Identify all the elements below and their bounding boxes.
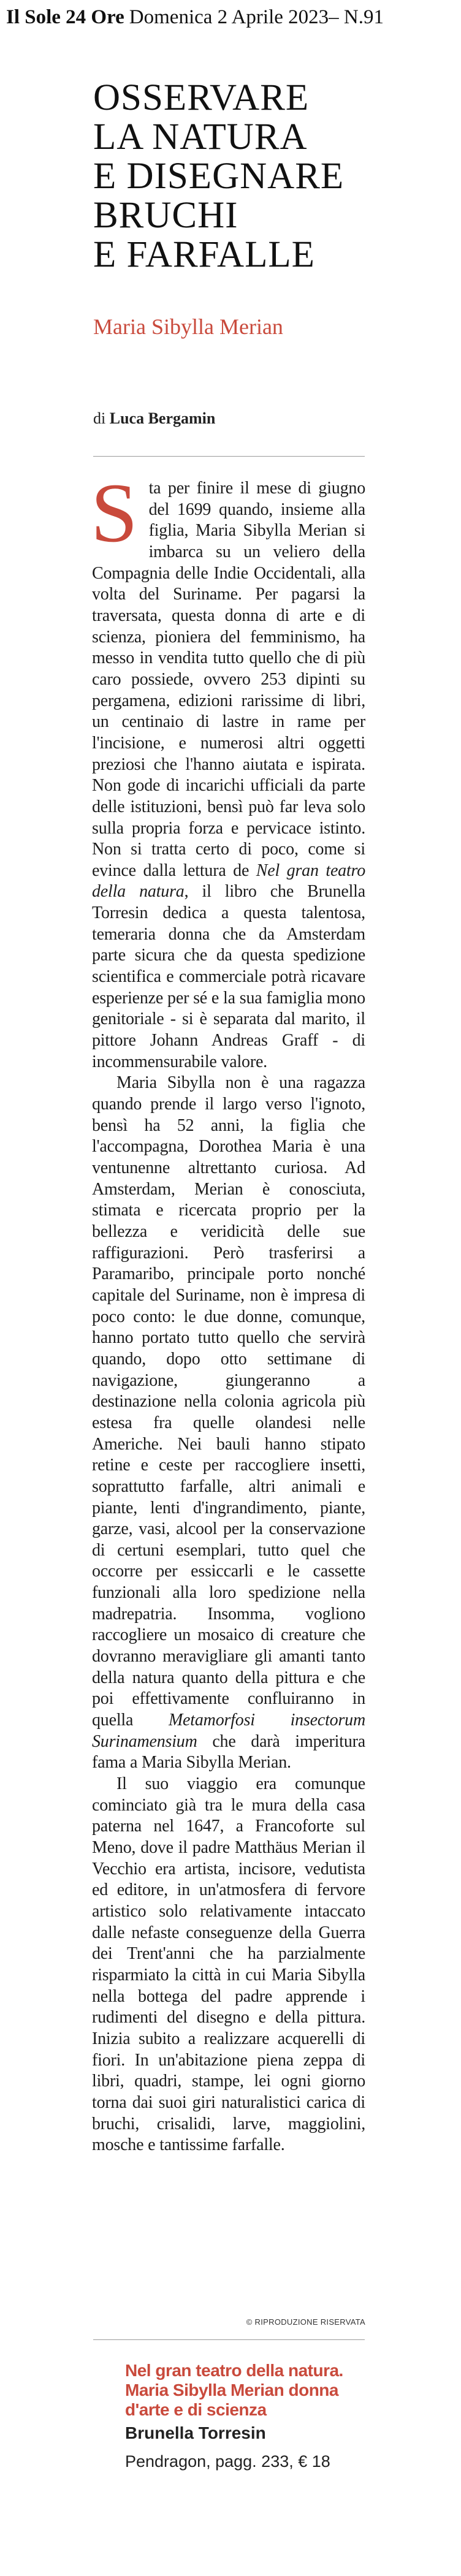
- author-name: Luca Bergamin: [109, 409, 216, 427]
- byline: [93, 409, 215, 428]
- issue-number: – N.91: [329, 6, 384, 28]
- masthead: [0, 0, 461, 49]
- article-paragraph: [92, 1073, 365, 1774]
- headline-line: E FARFALLE: [93, 234, 315, 275]
- book-author: Brunella Torresin: [125, 2423, 266, 2442]
- paragraph-text: ta per finire il mese di giugno del 1699 quando, insieme alla figlia, Maria Sibylla Merian si imbarca su un veliero della Compagnia delle Indie Occidentali, alla volta del Suriname. Per pagarsi la traversata, questa donna di arte e di scienza, pioniera del femminismo, ha messo in vendita tutto quello che di più caro possiede, ovvero 253 dipinti su pergamena, edizioni rarissime di libri, un centinaio di lastre in rame per l'incisione, e numerosi altri oggetti preziosi che l'hanno aiutata e ispirata. Non gode di incarichi ufficiali da parte delle istituzioni, bensì può far leva solo sulla propria forza e pervicace istinto. Non si tratta certo di poco, come si evince dalla lettura de: [92, 479, 365, 880]
- paragraph-text: , il libro che Brunella Torresin dedica a questa talentosa, temeraria donna che da Amsterdam parte sicura che da questa spedizione scientifica e commerciale potrà ricavare esperienze per sé e la sua famiglia mono genitoriale - si è separata dal marito, il pittore Johann Andreas Graff - di incommensurabile valore.: [92, 882, 365, 1071]
- book-title-inline: Metamorfosi insectorum Surinamensium: [92, 1711, 365, 1751]
- paragraph-text: Maria Sibylla non è una ragazza quando prende il largo verso l'ignoto, bensì ha 52 anni, la figlia che l'accompagna, Dorothea Maria è una ventunenne altrettanto curiosa. Ad Amsterdam, Merian è conosciuta, stimata e ricercata proprio per la bellezza e veridicità delle sue raffigurazioni. Però trasferirsi a Paramaribo, principale porto nonché capitale del Suriname, non è impresa di poco conto: le due donne, comunque, hanno portato tutto quello che servirà quando, dopo otto settimane di navigazione, giungeranno a destinazione nella colonia agricola più estesa fra quelle olandesi nelle Americhe. Nei bauli hanno stipato retine e ceste per raccogliere insetti, soprattutto farfalle, altri animali e piante, lenti d'ingrandimento, piante, garze, vasi, alcool per la conservazione di certuni esemplari, tutto quel che occorre per essiccarli e le cassette funzionali alla loro spedizione nella madrepatria. Insomma, vogliono raccogliere un mosaico di creature che dovranno meravigliare gli amanti tanto della natura quanto della pittura e che poi effettivamente confluiranno in quella: [92, 1073, 365, 1730]
- byline-divider: [93, 456, 365, 457]
- headline-line: BRUCHI: [93, 195, 238, 236]
- copyright-notice: © RIPRODUZIONE RISERVATA: [246, 2317, 365, 2327]
- article-paragraph: [91, 466, 366, 1073]
- article-paragraph: Il suo viaggio era comunque cominciato già tra le mura della casa paterna nel 1647, a Francoforte sul Meno, dove il padre Matthäus Merian il Vecchio era artista, incisore, vedutista ed editore, in un'atmosfera di fervore artistico solo relativamente intaccato dalle nefaste conseguenze della Guerra dei Trent'anni che ha parzialmente risparmiato la città in cui Maria Sibylla nella bottega del padre apprende i rudimenti del disegno e della pittura. Inizia subito a realizzare acquerelli di fiori. In un'abitazione piena zeppa di libri, quadri, stampe, lei ogni giorno torna dai suoi giri naturalistici carica di bruchi, crisalidi, larve, maggiolini, mosche e tantissime farfalle.: [92, 1774, 365, 2155]
- issue-date: Domenica 2 Aprile 2023: [129, 6, 329, 28]
- article-headline: [93, 78, 381, 275]
- article-body: [91, 466, 366, 2156]
- paragraph-text: che darà imperitura fama a Maria Sibylla Merian.: [92, 1731, 365, 1772]
- article-subtitle: Maria Sibylla Merian: [93, 314, 283, 339]
- headline-line: OSSERVARE: [93, 77, 310, 118]
- drop-cap: S: [91, 466, 138, 560]
- book-title: Nel gran teatro della natura. Maria Sibylla Merian donna d'arte e di scienza: [125, 2361, 343, 2419]
- newspaper-name: Il Sole 24 Ore: [6, 6, 124, 28]
- book-publisher: Pendragon, pagg. 233, € 18: [125, 2452, 330, 2471]
- book-info-box: [125, 2361, 364, 2471]
- byline-prefix: di: [93, 409, 106, 427]
- headline-line: LA NATURA: [93, 116, 308, 158]
- book-box-divider: [93, 2339, 365, 2340]
- book-title-inline: Nel gran teatro della natura: [92, 861, 366, 902]
- headline-line: E DISEGNARE: [93, 156, 345, 197]
